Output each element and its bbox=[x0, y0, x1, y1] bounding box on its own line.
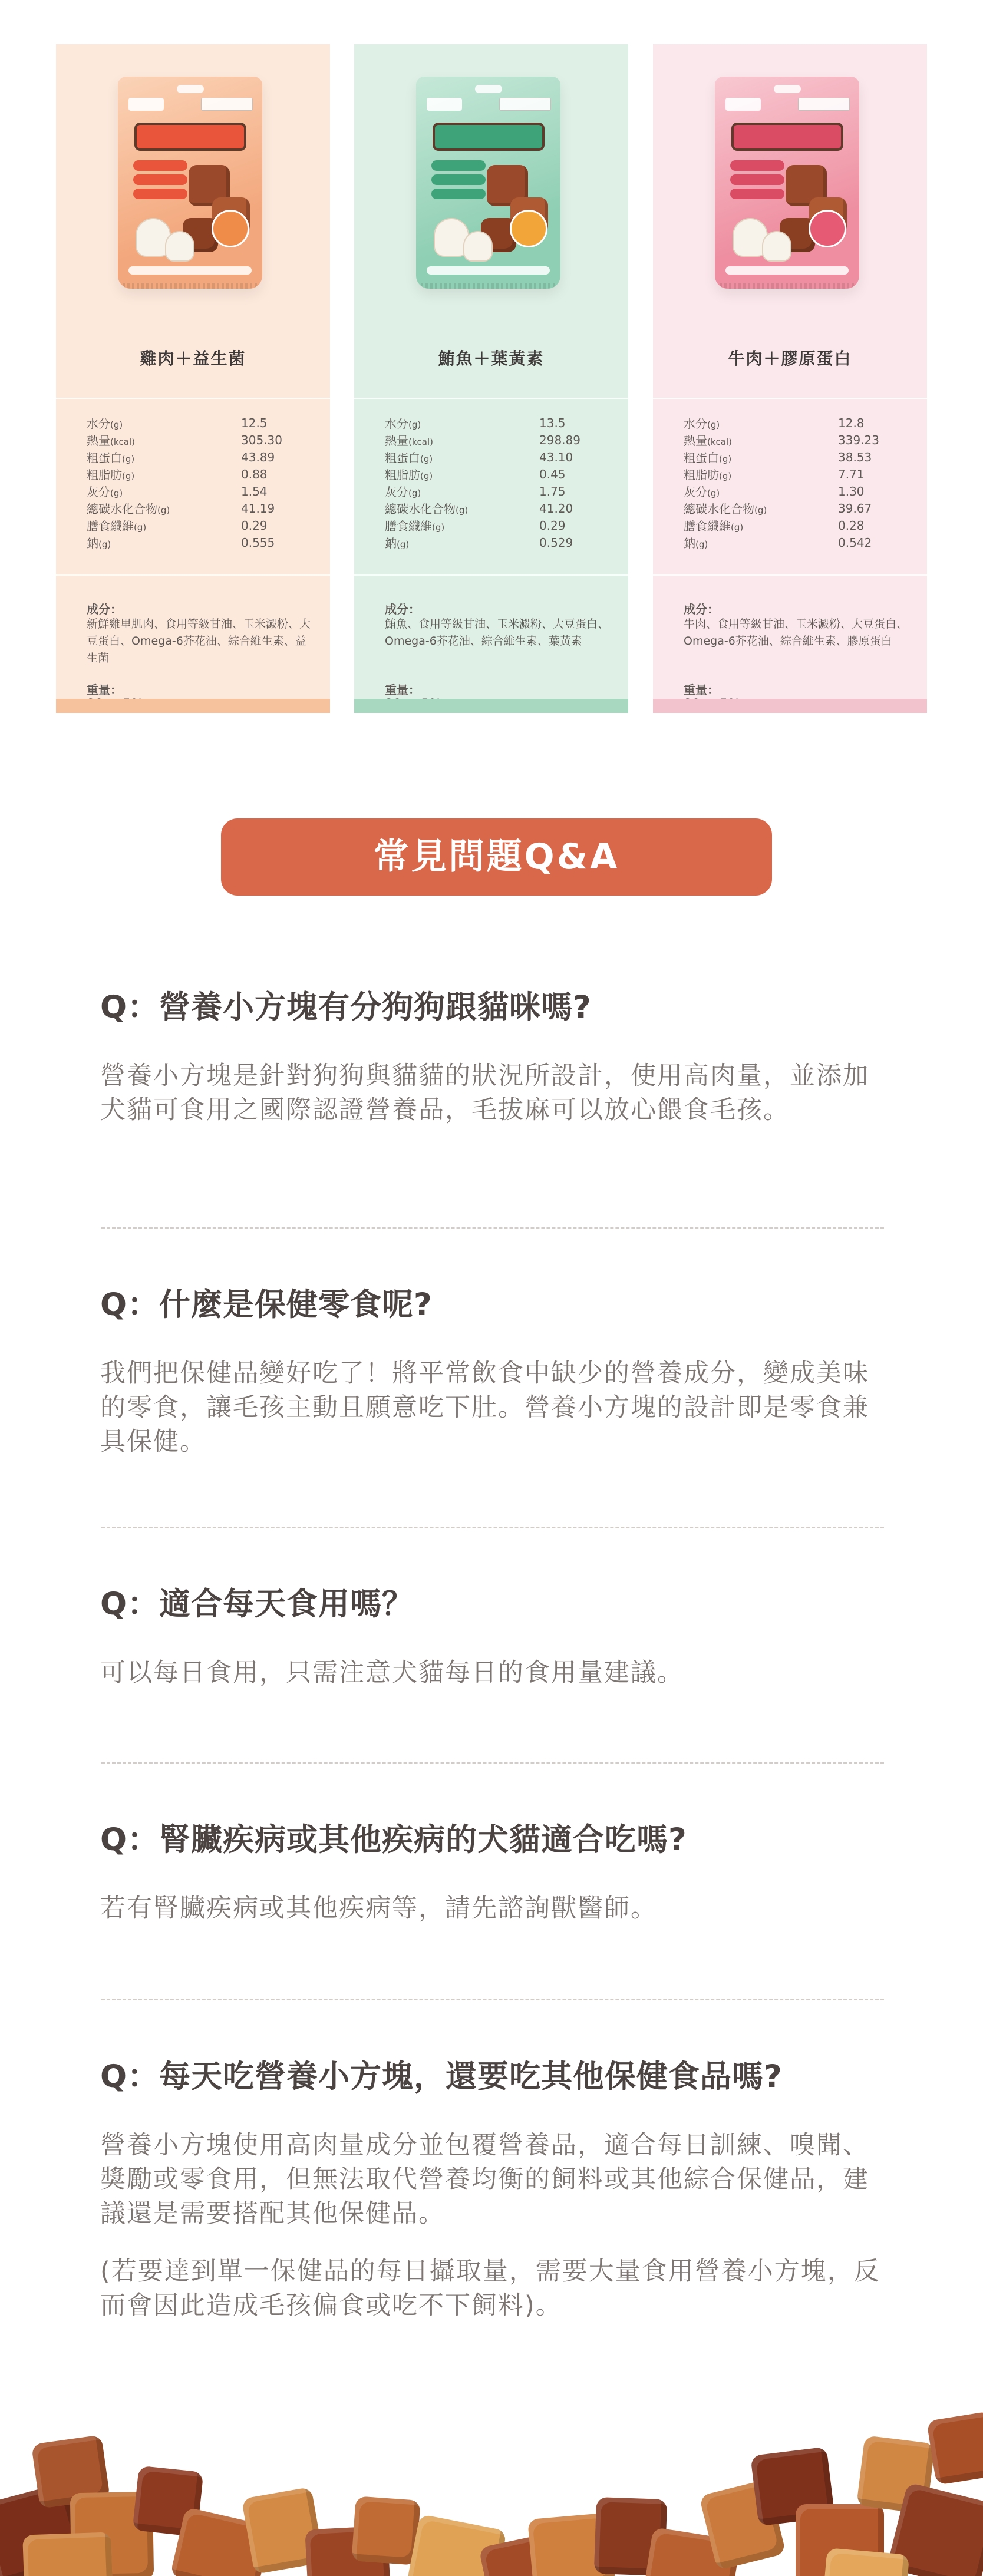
card-divider bbox=[56, 574, 330, 576]
qa-answer: 可以每日食用，只需注意犬貓每日的食用量建議。 bbox=[100, 1658, 684, 1687]
brand-logo-icon bbox=[725, 98, 761, 111]
ingredients-text: 新鮮雞里肌肉、食用等級甘油、玉米澱粉、大豆蛋白、Omega-6芥花油、綜合維生素、益生菌 bbox=[87, 617, 311, 665]
nutrition-name: 熱量(kcal) bbox=[385, 434, 433, 448]
product-package-image bbox=[354, 44, 628, 356]
package-bag bbox=[416, 77, 560, 289]
package-logo-icon bbox=[731, 123, 843, 151]
nutrition-value: 1.54 bbox=[241, 484, 268, 498]
product-cards bbox=[56, 44, 927, 713]
ingredients-label: 成分： bbox=[87, 602, 122, 616]
nutrition-row bbox=[385, 517, 609, 534]
nutrition-name: 鈉(g) bbox=[87, 536, 111, 550]
nutrition-row bbox=[87, 500, 311, 517]
nutrition-name: 膳食纖維(g) bbox=[684, 519, 744, 533]
qa-divider bbox=[101, 1999, 884, 2000]
nutrition-value: 41.20 bbox=[539, 501, 573, 516]
product-title: 鮪魚＋葉黃素 bbox=[438, 349, 545, 368]
nutrition-name: 膳食纖維(g) bbox=[87, 519, 147, 533]
package-bag bbox=[118, 77, 262, 289]
product-card-chicken bbox=[56, 44, 330, 713]
treat-cubes-decoration bbox=[0, 2404, 983, 2576]
product-card-beef bbox=[653, 44, 927, 713]
nutrition-name: 粗蛋白(g) bbox=[87, 451, 135, 465]
package-logo-icon bbox=[433, 123, 545, 151]
nutrition-row bbox=[87, 414, 311, 431]
ingredients-label: 成分： bbox=[684, 602, 719, 616]
treat-cube-icon bbox=[22, 2532, 113, 2576]
nutrition-row bbox=[684, 431, 908, 448]
nutrition-name: 鈉(g) bbox=[385, 536, 410, 550]
package-bag bbox=[715, 77, 859, 289]
weight-label: 重量： bbox=[684, 683, 719, 697]
package-logo-icon bbox=[134, 123, 246, 151]
nutrition-name: 膳食纖維(g) bbox=[385, 519, 445, 533]
nutrition-name: 粗蛋白(g) bbox=[385, 451, 433, 465]
nutrition-row bbox=[385, 465, 609, 483]
nutrition-value: 13.5 bbox=[539, 415, 566, 430]
nutrition-value: 7.71 bbox=[838, 467, 865, 481]
nutrition-table bbox=[684, 414, 908, 551]
nutrition-row bbox=[87, 431, 311, 448]
nutrition-value: 0.28 bbox=[838, 518, 865, 533]
nutrition-value: 0.529 bbox=[539, 535, 573, 550]
nutrition-row bbox=[385, 534, 609, 551]
product-package-image bbox=[653, 44, 927, 356]
nutrition-table bbox=[87, 414, 311, 551]
nutrition-name: 熱量(kcal) bbox=[87, 434, 135, 448]
nutrition-name: 熱量(kcal) bbox=[684, 434, 732, 448]
qa-divider bbox=[101, 1227, 884, 1229]
cat-illustration-icon bbox=[165, 231, 194, 262]
nutrition-value: 39.67 bbox=[838, 501, 872, 516]
nutrition-name: 灰分(g) bbox=[385, 485, 421, 499]
product-card-tuna bbox=[354, 44, 628, 713]
nutrition-row bbox=[87, 465, 311, 483]
nutrition-name: 總碳水化合物(g) bbox=[385, 502, 469, 516]
brand-logo-icon bbox=[427, 98, 462, 111]
card-divider bbox=[56, 398, 330, 399]
qa-divider bbox=[101, 1762, 884, 1764]
nutrition-value: 12.5 bbox=[241, 415, 268, 430]
product-title: 雞肉＋益生菌 bbox=[140, 349, 246, 368]
nutrition-value: 298.89 bbox=[539, 432, 580, 447]
qa-question: Q：營養小方塊有分狗狗跟貓咪嗎? bbox=[100, 989, 592, 1025]
cat-illustration-icon bbox=[463, 231, 493, 262]
qa-answer: 若有腎臟疾病或其他疾病等，請先諮詢獸醫師。 bbox=[100, 1894, 657, 1923]
nutrition-value: 43.10 bbox=[539, 450, 573, 464]
product-package-image bbox=[56, 44, 330, 356]
nutrition-name: 總碳水化合物(g) bbox=[87, 502, 170, 516]
card-bottom-bar bbox=[653, 699, 927, 713]
ingredients-label: 成分： bbox=[385, 602, 420, 616]
nutrition-row bbox=[385, 431, 609, 448]
qa-answer: 我們把保健品變好吃了！將平常飲食中缺少的營養成分，變成美味的零食，讓毛孩主動且願意吃下肚。營養小方塊的設計即是零食兼具保健。 bbox=[100, 1359, 869, 1457]
nutrition-row bbox=[684, 500, 908, 517]
qa-divider bbox=[101, 1527, 884, 1528]
cat-illustration-icon bbox=[762, 231, 791, 262]
weight-label: 重量： bbox=[385, 683, 420, 697]
qa-item bbox=[100, 987, 884, 1127]
nutrition-row bbox=[385, 500, 609, 517]
card-bottom-bar bbox=[354, 699, 628, 713]
nutrition-name: 鈉(g) bbox=[684, 536, 708, 550]
ingredients-text: 鮪魚、食用等級甘油、玉米澱粉、大豆蛋白、Omega-6芥花油、綜合維生素、葉黃素 bbox=[385, 617, 609, 648]
nutrition-name: 粗脂肪(g) bbox=[385, 468, 433, 482]
qa-question: Q：適合每天食用嗎？ bbox=[100, 1586, 414, 1622]
card-divider bbox=[354, 398, 628, 399]
qa-question: Q：每天吃營養小方塊，還要吃其他保健食品嗎? bbox=[100, 2059, 783, 2095]
card-bottom-bar bbox=[56, 699, 330, 713]
nutrition-value: 305.30 bbox=[241, 432, 282, 447]
qa-answer: 營養小方塊使用高肉量成分並包覆營養品，適合每日訓練、嗅聞、獎勵或零食用，但無法取代營養均衡的飼料或其他綜合保健品，建議還是需要搭配其他保健品。 (若要達到單一保健品的每日攝取量，需要大量食用營養小方塊，反而會因此造成毛孩偏食或吃不下飼料)。 bbox=[100, 2131, 880, 2320]
nutrition-name: 灰分(g) bbox=[87, 485, 123, 499]
brand-logo-icon bbox=[128, 98, 164, 111]
nutrition-value: 12.8 bbox=[838, 415, 865, 430]
qa-item bbox=[100, 1584, 884, 1690]
nutrition-row bbox=[684, 414, 908, 431]
nutrition-row bbox=[684, 517, 908, 534]
treat-cube-icon bbox=[351, 2496, 420, 2565]
nutrition-row bbox=[87, 517, 311, 534]
nutrition-value: 41.19 bbox=[241, 501, 275, 516]
nutrition-value: 0.542 bbox=[838, 535, 872, 550]
qa-item bbox=[100, 1284, 884, 1459]
nutrition-name: 水分(g) bbox=[684, 417, 720, 431]
nutrition-name: 粗脂肪(g) bbox=[87, 468, 135, 482]
nutrition-row bbox=[385, 483, 609, 500]
nutrition-value: 38.53 bbox=[838, 450, 872, 464]
qa-section-title: 常見問題Q&A bbox=[221, 818, 772, 896]
card-divider bbox=[354, 574, 628, 576]
nutrition-row bbox=[385, 414, 609, 431]
nutrition-value: 1.75 bbox=[539, 484, 566, 498]
nutrition-row bbox=[87, 483, 311, 500]
nutrition-name: 水分(g) bbox=[385, 417, 421, 431]
qa-item bbox=[100, 1819, 884, 1926]
nutrition-row bbox=[684, 448, 908, 465]
nutrition-row bbox=[87, 448, 311, 465]
nutrition-row bbox=[385, 448, 609, 465]
nutrition-name: 總碳水化合物(g) bbox=[684, 502, 767, 516]
nutrition-value: 0.45 bbox=[539, 467, 566, 481]
nutrition-value: 339.23 bbox=[838, 432, 879, 447]
ingredients-text: 牛肉、食用等級甘油、玉米澱粉、大豆蛋白、Omega-6芥花油、綜合維生素、膠原蛋白 bbox=[684, 617, 908, 648]
nutrition-row bbox=[684, 465, 908, 483]
nutrition-value: 43.89 bbox=[241, 450, 275, 464]
nutrition-name: 水分(g) bbox=[87, 417, 123, 431]
card-divider bbox=[653, 574, 927, 576]
nutrition-name: 粗脂肪(g) bbox=[684, 468, 732, 482]
nutrition-value: 0.88 bbox=[241, 467, 268, 481]
nutrition-name: 灰分(g) bbox=[684, 485, 720, 499]
qa-item bbox=[100, 2056, 884, 2323]
weight-label: 重量： bbox=[87, 683, 122, 697]
treat-cube-icon bbox=[926, 2411, 983, 2485]
nutrition-row bbox=[684, 483, 908, 500]
nutrition-row bbox=[684, 534, 908, 551]
product-title: 牛肉＋膠原蛋白 bbox=[728, 349, 852, 368]
nutrition-value: 0.29 bbox=[241, 518, 268, 533]
card-divider bbox=[653, 398, 927, 399]
nutrition-name: 粗蛋白(g) bbox=[684, 451, 732, 465]
qa-question: Q：腎臟疾病或其他疾病的犬貓適合吃嗎? bbox=[100, 1822, 687, 1858]
nutrition-value: 0.29 bbox=[539, 518, 566, 533]
qa-question: Q：什麼是保健零食呢? bbox=[100, 1287, 433, 1323]
nutrition-value: 1.30 bbox=[838, 484, 865, 498]
nutrition-table bbox=[385, 414, 609, 551]
nutrition-row bbox=[87, 534, 311, 551]
nutrition-value: 0.555 bbox=[241, 535, 275, 550]
qa-answer: 營養小方塊是針對狗狗與貓貓的狀況所設計，使用高肉量，並添加犬貓可食用之國際認證營養品，毛拔麻可以放心餵食毛孩。 bbox=[100, 1061, 869, 1125]
